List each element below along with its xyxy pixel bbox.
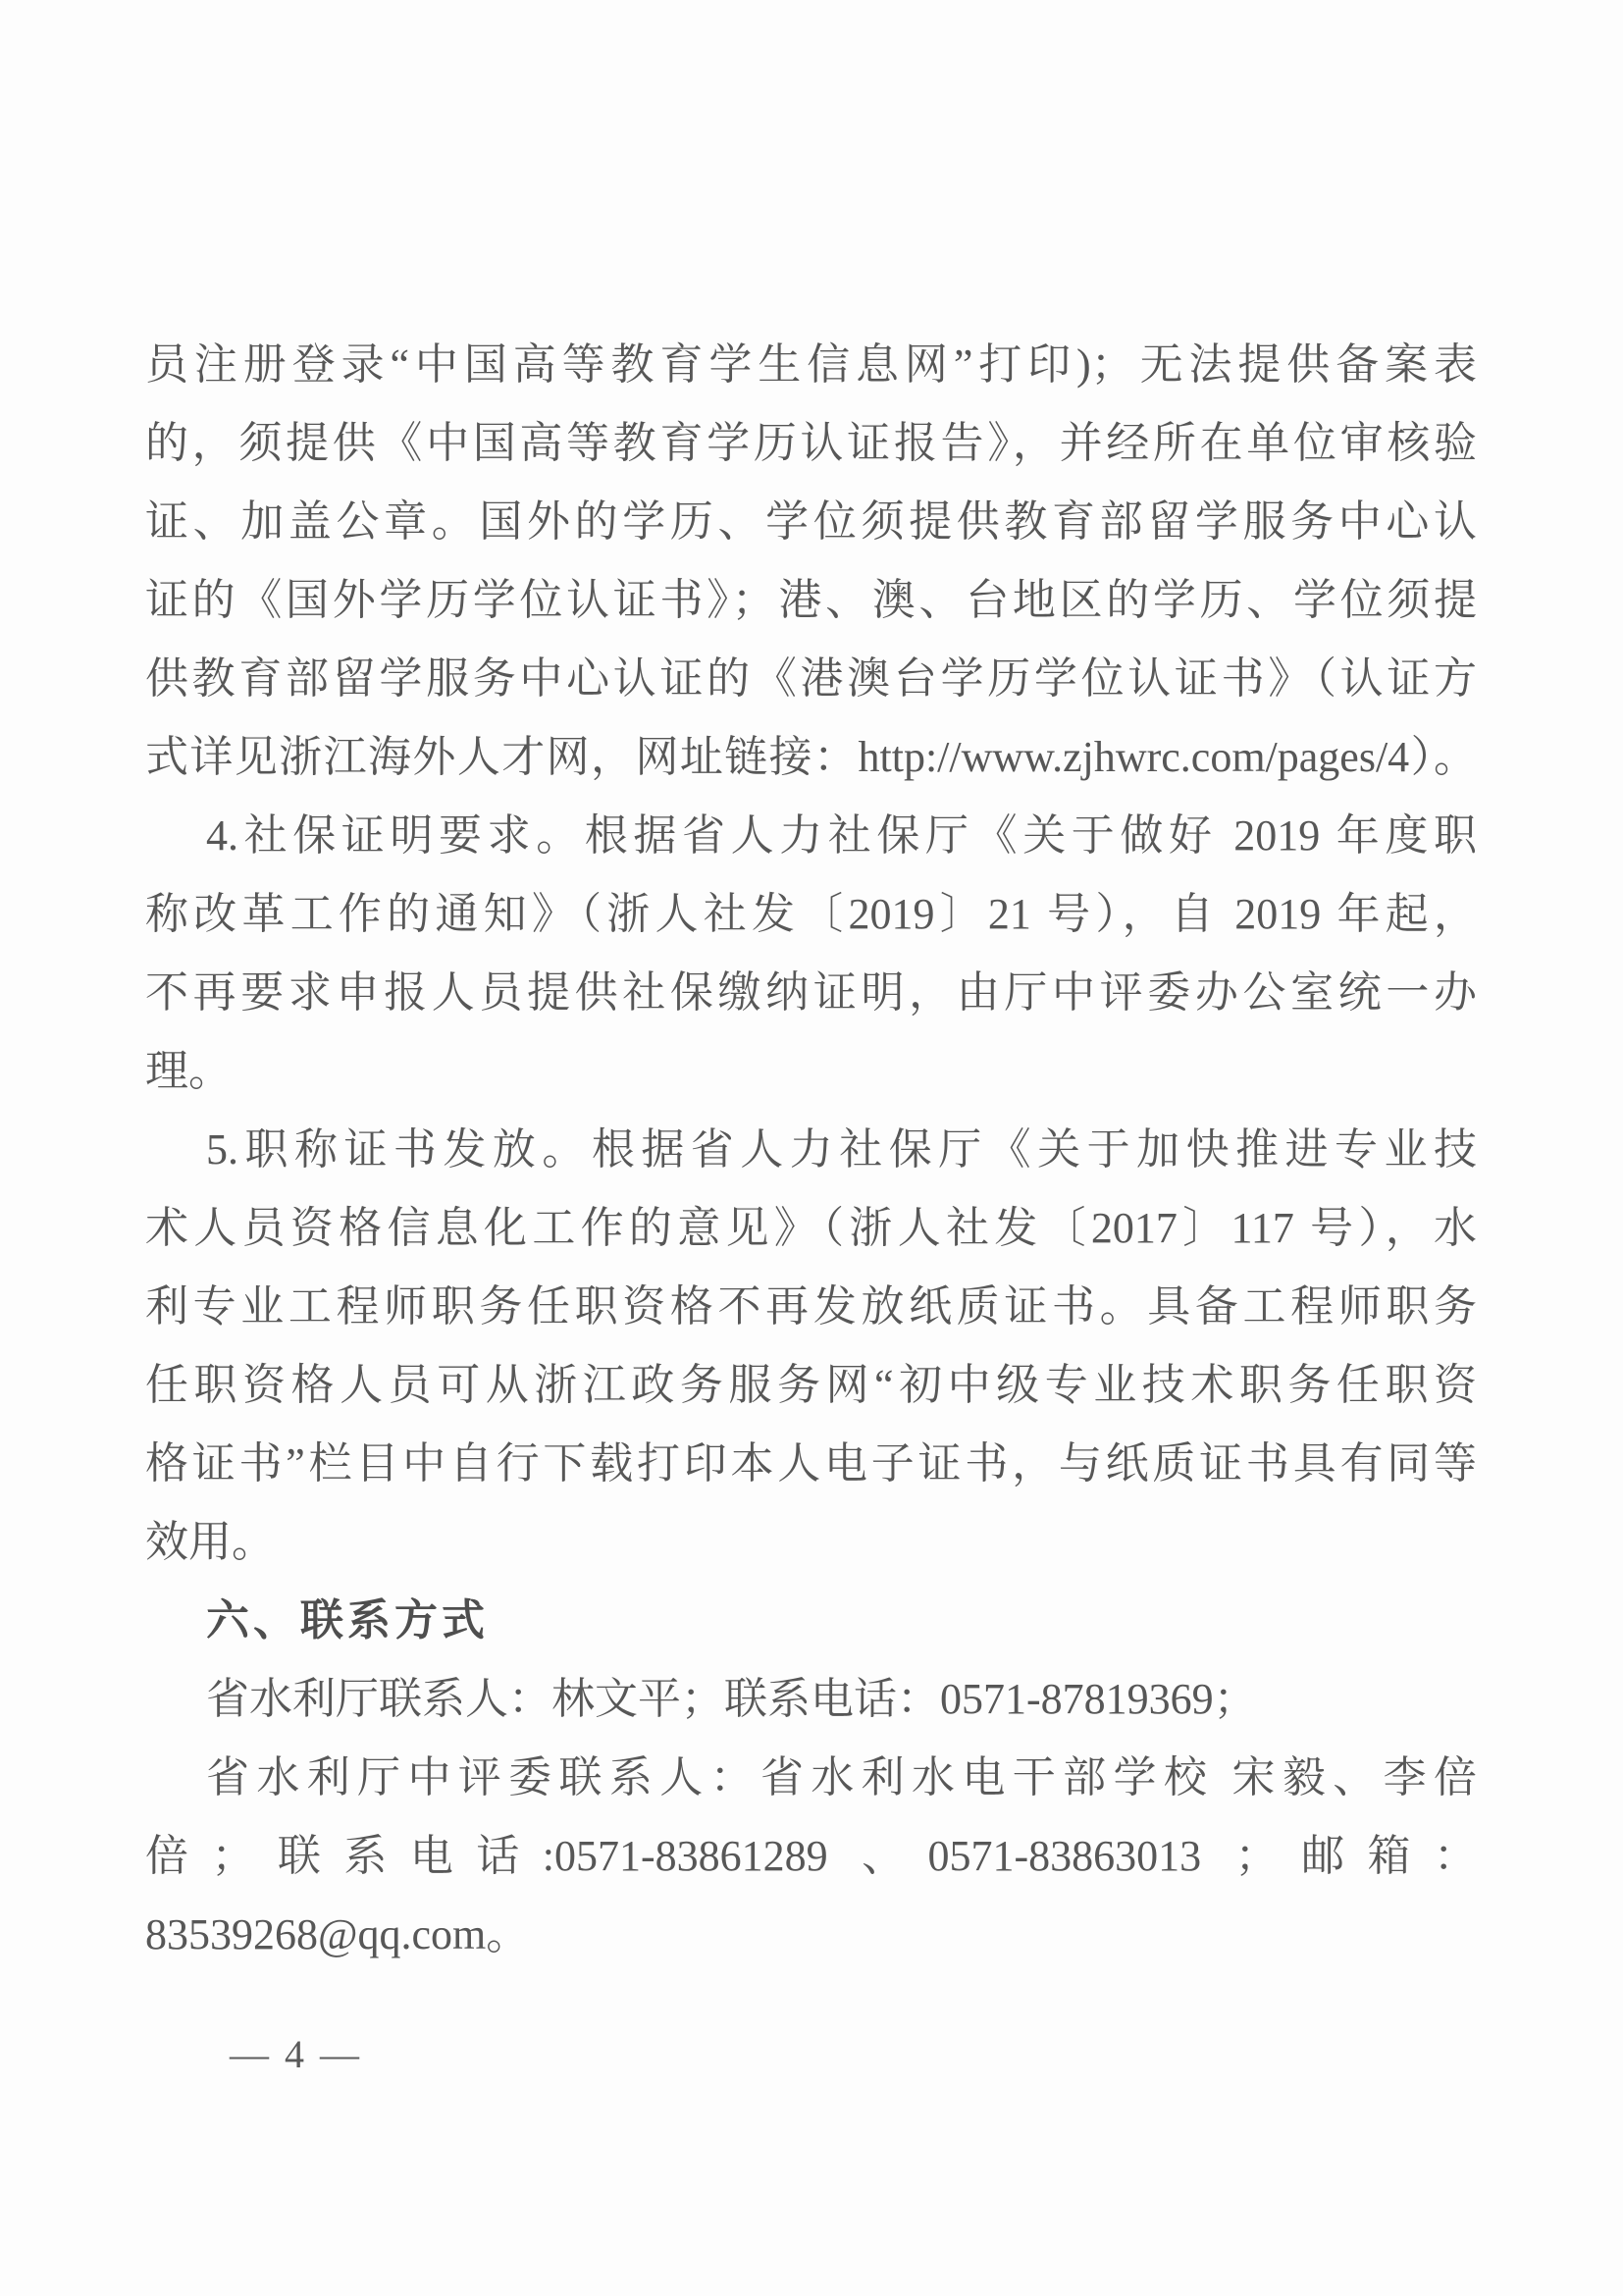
- body-line: 称改革工作的通知》（浙人社发〔2019〕21 号），自 2019 年起，: [145, 890, 1477, 938]
- body-line: 的，须提供《中国高等教育学历认证报告》，并经所在单位审核验: [145, 419, 1477, 467]
- body-line-item-4: 4.社保证明要求。根据省人力社保厅《关于做好 2019 年度职: [206, 811, 1477, 860]
- body-line: 员注册登录“中国高等教育学生信息网”打印)；无法提供备案表: [145, 340, 1477, 389]
- body-line: 术人员资格信息化工作的意见》（浙人社发〔2017〕117 号），水: [145, 1204, 1477, 1252]
- body-line: 供教育部留学服务中心认证的《港澳台学历学位认证书》（认证方: [145, 654, 1477, 703]
- body-line-with-url: 式详见浙江海外人才网，网址链接：http://www.zjhwrc.com/pages/4）。: [145, 733, 1477, 781]
- contact-line-committee: 省水利厅中评委联系人：省水利水电干部学校 宋毅、李倍: [206, 1753, 1477, 1801]
- body-line: 理。: [145, 1047, 232, 1095]
- body-line: 利专业工程师职务任职资格不再发放纸质证书。具备工程师职务: [145, 1282, 1477, 1331]
- body-line-item-5: 5.职称证书发放。根据省人力社保厅《关于加快推进专业技: [206, 1125, 1477, 1174]
- body-line: 证、加盖公章。国外的学历、学位须提供教育部留学服务中心认: [145, 497, 1477, 546]
- body-line: 不再要求申报人员提供社保缴纳证明，由厅中评委办公室统一办: [145, 968, 1477, 1017]
- contact-line-phones: 倍；联系电话:0571-83861289 、0571-83863013 ；邮箱：: [145, 1832, 1477, 1880]
- body-line: 任职资格人员可从浙江政务服务网“初中级专业技术职务任职资: [145, 1361, 1477, 1409]
- body-line: 格证书”栏目中自行下载打印本人电子证书，与纸质证书具有同等: [145, 1439, 1477, 1487]
- contact-line-provincial: 省水利厅联系人：林文平；联系电话：0571-87819369；: [206, 1675, 1257, 1723]
- section-6-heading: 六、联系方式: [206, 1596, 489, 1644]
- page-number: — 4 —: [230, 2032, 362, 2076]
- contact-line-email: 83539268@qq.com。: [145, 1910, 530, 1958]
- body-line: 效用。: [145, 1518, 275, 1566]
- body-line: 证的《国外学历学位认证书》；港、澳、台地区的学历、学位须提: [145, 576, 1477, 624]
